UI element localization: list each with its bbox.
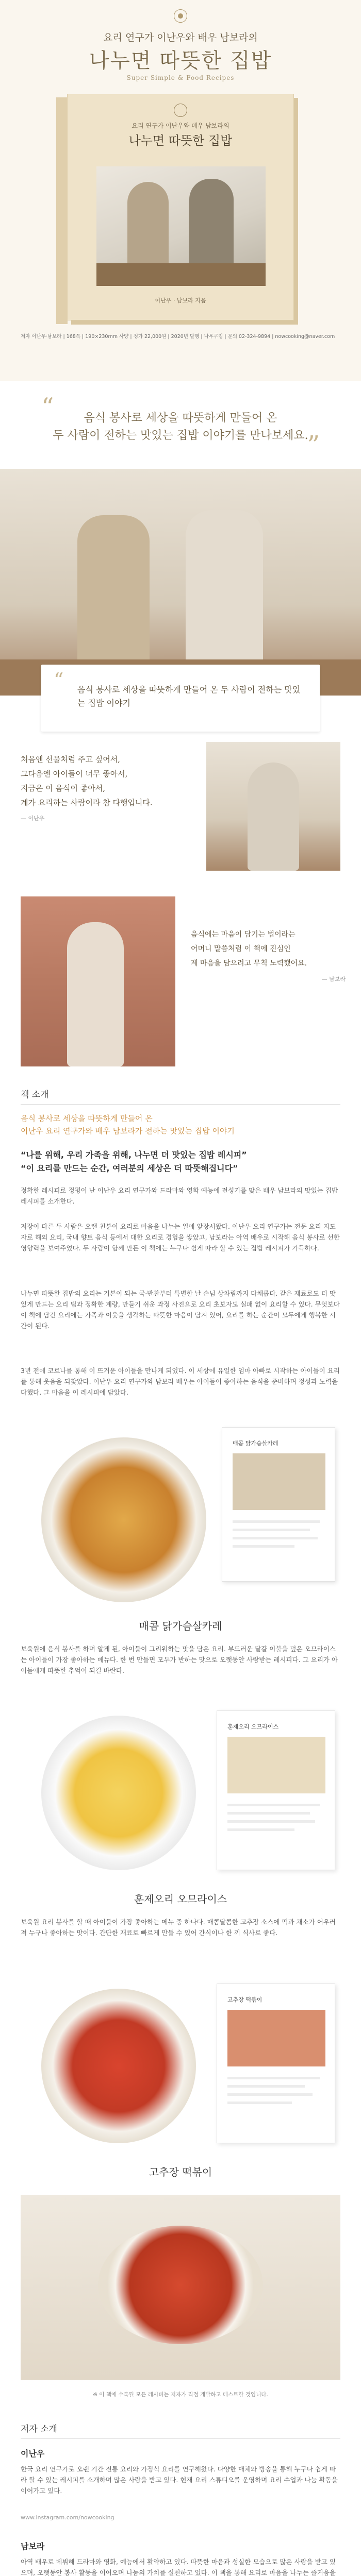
recipe-note: ※ 이 책에 수록된 모든 레시피는 저자가 직접 개발하고 테스트한 것입니다. (93, 2392, 268, 2398)
quote-banner (0, 381, 361, 469)
brand-emblem-icon (174, 9, 187, 23)
intro-heading: 책 소개 (21, 1087, 340, 1105)
hero-title: 나누면 따뜻한 집밥 (89, 49, 272, 73)
book-cover (67, 94, 294, 320)
book-info: 저자 이난우·남보라 | 168쪽 | 190×230mm 사양 | 정가 22,000원 | 2020년 발행 | 나우쿠킹 | 문의 02-324-9894 | nowcooking@naver.com (21, 334, 335, 340)
recipe1-dish-photo (41, 1437, 206, 1602)
quote-nanwoo-sig: — 이난우 (21, 815, 45, 822)
book-authors: 이난우 · 남보라 지음 (155, 297, 206, 304)
nambora-photo (21, 896, 175, 1066)
book-title: 나누면 따뜻한 집밥 (128, 133, 233, 148)
intro-highlight-1: 음식 봉사로 세상을 따뜻하게 만들어 온 (21, 1114, 153, 1123)
kitchen-photo (0, 469, 361, 696)
authors-heading: 저자 소개 (21, 2421, 340, 2439)
book-subtitle: 요리 연구가 이난우와 배우 남보라의 (132, 122, 229, 129)
recipe1-title: 매콤 닭가슴살카레 (139, 1620, 222, 1632)
quote-nambora-l2: 어머니 말씀처럼 이 책에 진심인 (191, 945, 291, 953)
recipe1-page-title: 매콤 닭가슴살카레 (233, 1440, 278, 1447)
quote-card-1: “ 음식 봉사로 세상을 따뜻하게 만들어 온 두 사람이 전하는 맛있는 집밥 이야기 (41, 665, 320, 732)
quote-close-icon: ” (307, 431, 320, 460)
author1-link[interactable]: www.instagram.com/nowcooking (21, 2514, 114, 2521)
recipe3-dish-photo (41, 1989, 196, 2143)
author2-name: 남보라 (21, 2541, 45, 2551)
hero-section (0, 0, 361, 381)
intro-highlight-2: 이난우 요리 연구가와 배우 남보라가 전하는 맛있는 집밥 이야기 (21, 1126, 235, 1136)
quote-banner-line1: 음식 봉사로 세상을 따뜻하게 만들어 온 (84, 412, 277, 425)
recipe2-page-mock (217, 1710, 335, 1870)
recipe3-page-mock (217, 1984, 335, 2143)
quote-nambora-l3: 제 마음을 담으려고 무척 노력했어요. (191, 959, 307, 968)
author2-bio: 아역 배우로 데뷔해 드라마와 영화, 예능에서 활약하고 있다. 따뜻한 마음과 성실한 모습으로 많은 사랑을 받고 있으며, 오랫동안 봉사 활동을 이어오며 나눔의 가치를 실천하고 있다. 이 책을 통해 요리로 마음을 나누는 즐거움을 (21, 2558, 336, 2576)
quote-nanwoo-l4: 계가 요리하는 사람이라 참 다행입니다. (21, 798, 153, 807)
author1-name: 이난우 (21, 2449, 45, 2459)
nanwoo-photo (206, 742, 340, 871)
quote-nambora-sig: — 남보라 (321, 976, 346, 982)
quote-card-1-text: 음식 봉사로 세상을 따뜻하게 만들어 온 두 사람이 전하는 맛있는 집밥 이야기 (77, 685, 301, 708)
recipe3-page-title: 고추장 떡볶이 (227, 1996, 262, 2003)
intro-bold-1: “나를 위해, 우리 가족을 위해, 나누면 더 맛있는 집밥 레시피” (21, 1150, 247, 1160)
recipe2-intro: 보육원에 음식 봉사를 하며 알게 된, 아이들이 그리워하는 맛을 담은 요리. 부드러운 달걀 이불을 덮은 오므라이스는 아이들이 가장 좋아하는 메뉴다. 한 번 만들면 모두가 반하는 맛으로 오랫동안 사랑받는 레시피다. 그 요리가 아이들에게 따뜻한 추억이 되길 바란다. (21, 1645, 338, 1674)
quote-banner-line2: 두 사람이 전하는 맛있는 집밥 이야기를 만나보세요. (53, 429, 308, 442)
tteokbokki-photo (21, 2195, 340, 2380)
quote-nanwoo-l1: 처음엔 선물처럼 주고 싶어서, (21, 755, 120, 764)
quote-nanwoo (21, 752, 196, 860)
recipe2-dish-photo (41, 1716, 196, 1870)
quote-nanwoo-l2: 그다음엔 아이들이 너무 좋아서, (21, 769, 128, 778)
book-spine (56, 97, 68, 324)
recipe3-intro: 보육원 요리 봉사를 할 때 아이들이 가장 좋아하는 메뉴 중 하나다. 매콤달콤한 고추장 소스에 떡과 채소가 어우러져 누구나 좋아하는 맛이다. 간단한 재료로 빠르게 만들 수 있어 간식이나 한 끼 식사로 좋다. (21, 1918, 336, 1937)
recipe2-title: 훈제오리 오므라이스 (134, 1893, 227, 1905)
quote-nambora-l1: 음식에는 마음이 담기는 법이라는 (191, 930, 296, 939)
quote-open-icon: “ (41, 393, 54, 421)
intro-bold-2: “이 요리를 만드는 순간, 여러분의 세상은 더 따뜻해집니다” (21, 1163, 238, 1173)
quote-nambora (191, 927, 346, 983)
hero-subtitle: 요리 연구가 이난우와 배우 남보라의 (103, 32, 258, 43)
recipe3-title: 고추장 떡볶이 (149, 2166, 212, 2178)
author1-bio: 한국 요리 연구가로 오랜 기간 전통 요리와 가정식 요리를 연구해왔다. 다양한 매체와 방송을 통해 누구나 쉽게 따라 할 수 있는 레시피를 소개하며 많은 사랑을 받고 있다. 현재 요리 스튜디오를 운영하며 요리 수업과 나눔 활동을 이어가고 있다. (21, 2465, 338, 2495)
book-emblem-icon (174, 104, 187, 117)
intro-paragraph-3: 나누면 따뜻한 집밥의 요리는 기본이 되는 국·반찬부터 특별한 날 손님 상차림까지 다채롭다. 같은 재료로도 더 맛있게 만드는 요리 팁과 정확한 계량, 만들기 쉬운 과정 사진으로 요리 초보자도 실패 없이 요리할 수 있다. 무엇보다 이 책에 담긴 요리에는 가족과 이웃을 생각하는 따뜻한 마음이 담겨 있어, 요리를 하는 순간이 모두에게 행복한 시간이 된다. (21, 1290, 340, 1330)
recipe2-page-title: 훈제오리 오므라이스 (227, 1723, 279, 1730)
intro-paragraph-2: 저장이 다른 두 사람은 오랜 친분이 요리로 마음을 나누는 일에 앞장서왔다. 이난우 요리 연구가는 전문 요리 지도자로 해외 요리, 국내 향토 음식 등에서 대한 요리로 경험을 쌓았고, 남보라는 아역 배우로 시작해 음식 봉사로 선한 영향력을 보여주었다. 두 사람이 함께 만든 이 책에는 누구나 쉽게 따라 할 수 있는 집밥 레시피가 가득하다. (21, 1223, 340, 1252)
intro-paragraph-1: 정확한 레시피로 정평이 난 이난우 요리 연구가와 드라마와 영화 예능에 전성기를 맞은 배우 남보라의 맛있는 집밥 레시피를 소개한다. (21, 1187, 338, 1205)
recipe1-page-mock (222, 1427, 335, 1582)
hero-title-en: Super Simple & Food Recipes (126, 74, 235, 81)
book-cover-photo (96, 166, 266, 286)
recipe1-intro: 3년 전에 코로나를 통해 이 뜨거운 아이들을 만나게 되었다. 이 세상에 유일한 엄마 아빠로 시작하는 아이들이 요리를 통해 웃음을 되찾았다. 이난우 요리 연구가와 남보라 배우는 아이들이 좋아하는 음식을 준비하며 정성과 노력을 다했다. 그 마음을 이 레시피에 담았다. (21, 1367, 340, 1396)
quote-nanwoo-l3: 지금은 이 음식이 좋아서, (21, 784, 105, 793)
